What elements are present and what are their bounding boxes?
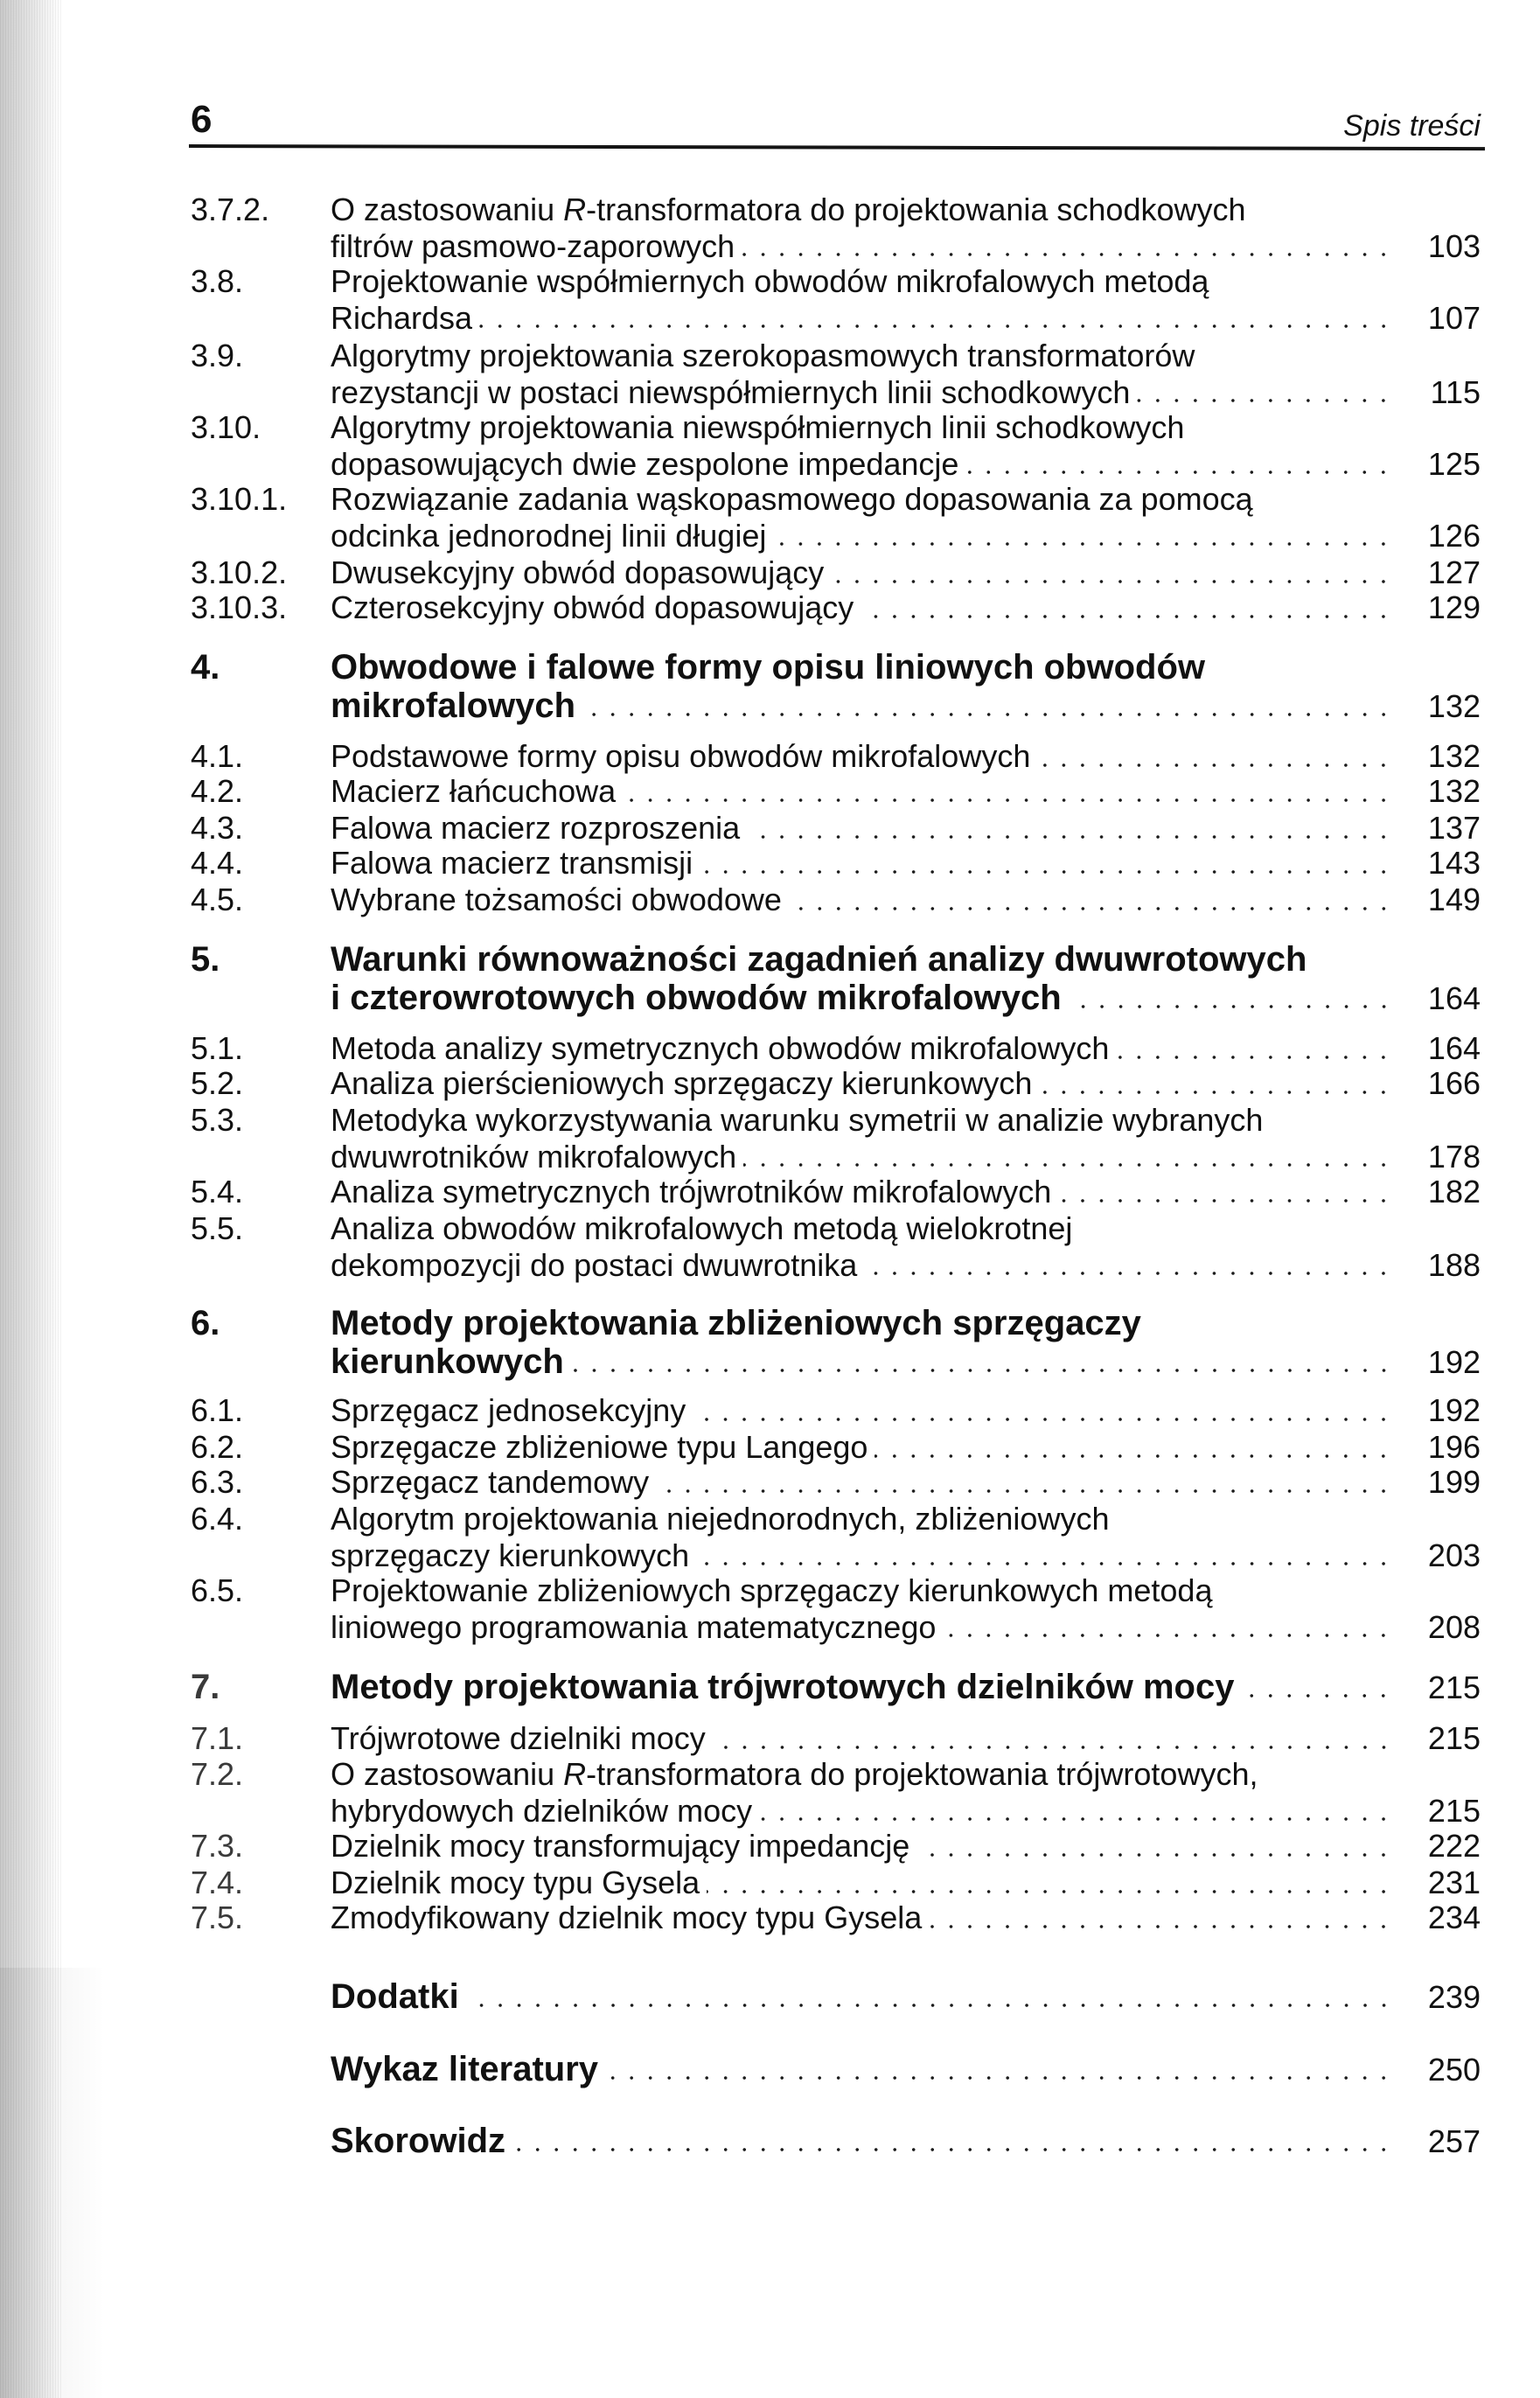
toc-entry-line [331,1572,1481,1609]
toc-entry-title [331,1977,1481,2016]
toc-entry-title [331,1720,1481,1757]
toc-entry-line [331,409,1481,446]
toc-entry-number: 4. [191,648,220,687]
toc-entry-title [331,2050,1481,2088]
toc-entry-line-text: hybrydowych dzielników mocy [331,1792,753,1829]
toc-entry-title [331,882,1481,918]
toc-entry-line-text: i czterowrotowych obwodów mikrofalowych [331,979,1062,1017]
toc-entry-line-text: filtrów pasmowo-zaporowych [331,227,735,264]
toc-entry-line-text: Sprzęgacze zbliżeniowe typu Langego [331,1429,868,1465]
toc-entry-line-text: Algorytmy projektowania szerokopasmowych transformatorów [331,338,1195,373]
dot-leader [929,1900,1393,1936]
dot-leader [1069,979,1393,1017]
toc-entry-number: 7.2. [191,1756,244,1792]
toc-entry-line [331,481,1481,518]
dot-leader [864,1247,1393,1284]
toc-entry-line [331,1065,1481,1102]
toc-entry-page-number: 234 [1427,1900,1481,1935]
toc-entry-number: 6.2. [191,1429,244,1465]
toc-entry-line [331,1102,1481,1139]
toc-entry-title [331,845,1481,882]
toc-entry-page-number: 132 [1427,688,1481,724]
toc-entry-page-number: 164 [1427,1030,1481,1066]
toc-entry-page-number: 125 [1427,445,1481,482]
toc-entry-line-text: Sprzęgacz tandemowy [331,1464,650,1500]
dot-leader [1137,374,1393,411]
toc-entry-line-text: Macierz łańcuchowa [331,773,617,809]
toc-entry-number: 5.5. [191,1210,244,1246]
toc-entry-title [331,409,1481,482]
toc-entry-line [331,845,1481,882]
toc-entry-line-text: dekompozycji do postaci dwuwrotnika [331,1246,858,1283]
dot-leader [747,810,1393,847]
toc-entry-line-text: liniowego programowania matematycznego [331,1608,937,1645]
toc-entry-line [331,1030,1481,1067]
toc-entry-line-text: Dwusekcyjny obwód dopasowujący [331,554,825,590]
toc-entry-line [331,1609,1481,1646]
toc-entry-line [331,1977,1481,2016]
dot-leader [916,1828,1393,1865]
toc-entry-line-text: Zmodyfikowany dzielnik mocy typu Gysela [331,1900,923,1935]
toc-entry-page-number: 199 [1427,1464,1481,1500]
toc-entry-line-text: Trójwrotowe dzielniki mocy [331,1720,706,1756]
dot-leader [693,1392,1393,1429]
toc-entry-page-number: 126 [1427,517,1481,554]
toc-entry-page-number: 115 [1430,373,1481,410]
toc-entry-line-text: Algorytmy projektowania niewspółmiernych linii schodkowych [331,409,1185,445]
toc-entry-number: 3.7.2. [191,192,270,227]
toc-entry-page-number: 132 [1427,738,1481,774]
toc-entry-page-number: 231 [1427,1865,1481,1900]
toc-entry-number: 6.3. [191,1464,244,1500]
dot-leader [965,446,1393,483]
toc-entry-page-number: 149 [1427,882,1481,917]
toc-entry-line [331,773,1481,810]
toc-entry-line-text: Analiza symetrycznych trójwrotników mikrofalowych [331,1174,1052,1209]
toc-entry-number: 5.4. [191,1174,244,1209]
toc-entry-page-number: 166 [1427,1065,1481,1101]
toc-entry-page-number: 129 [1427,589,1481,625]
toc-entry-title [331,1102,1481,1175]
toc-entry-line [331,1342,1481,1381]
dot-leader [1241,1668,1393,1706]
toc-entry-line [331,1501,1481,1537]
toc-entry-title [331,589,1481,626]
toc-entry-title [331,1392,1481,1429]
dot-leader [773,518,1393,554]
toc-entry-page-number: 192 [1427,1392,1481,1428]
toc-entry-number: 3.10.3. [191,589,288,625]
toc-entry-title [331,263,1481,336]
toc-entry-title [331,648,1481,725]
dot-leader [789,882,1393,918]
toc-entry-number: 4.4. [191,845,244,881]
toc-entry-title [331,1174,1481,1210]
toc-entry-line [331,940,1481,979]
toc-entry-number: 3.8. [191,263,244,299]
toc-entry-number: 3.10.2. [191,554,288,590]
toc-entry-number: 7.4. [191,1865,244,1900]
toc-entry-line [331,810,1481,847]
toc-entry-line [331,518,1481,554]
toc-entry-line-text: dwuwrotników mikrofalowych [331,1138,737,1175]
toc-entry-number: 3.10.1. [191,481,288,517]
toc-entry-page-number: 192 [1427,1344,1481,1380]
toc-entry-line-text: Dodatki [331,1977,459,2016]
toc-entry-title [331,1304,1481,1381]
toc-entry-title [331,1900,1481,1936]
toc-entry-line [331,1139,1481,1175]
dot-leader [831,554,1393,591]
toc-entry-title [331,338,1481,410]
toc-entry-title [331,192,1481,264]
toc-entry-line [331,374,1481,411]
toc-entry-line-text: Dzielnik mocy typu Gysela [331,1865,700,1900]
toc-entry-line [331,228,1481,265]
toc-entry-line-text: dopasowujących dwie zespolone impedancje [331,445,959,482]
toc-entry-number: 4.2. [191,773,244,809]
toc-entry-line [331,1865,1481,1901]
dot-leader [875,1429,1393,1466]
toc-entry-line-text: Algorytm projektowania niejednorodnych, zbliżeniowych [331,1501,1110,1537]
toc-entry-title [331,738,1481,775]
toc-entry-title [331,1865,1481,1901]
dot-leader [700,845,1393,882]
toc-entry-line [331,1429,1481,1466]
dot-leader [696,1537,1393,1574]
toc-entry-title [331,1464,1481,1501]
toc-entry-line [331,554,1481,591]
toc-entry-line [331,1756,1481,1793]
toc-entry-line [331,192,1481,228]
toc-entry-line [331,263,1481,300]
toc-entry-line-text: O zastosowaniu R-transformatora do projektowania schodkowych [331,192,1246,227]
toc-entry-line-text: Metoda analizy symetrycznych obwodów mikrofalowych [331,1030,1110,1066]
toc-entry-page-number: 196 [1427,1429,1481,1465]
dot-leader [1039,1065,1393,1102]
toc-entry-page-number: 127 [1427,554,1481,590]
toc-entry-line-text: O zastosowaniu R-transformatora do projektowania trójwrotowych, [331,1756,1258,1792]
toc-entry-page-number: 257 [1427,2123,1481,2159]
toc-entry-title [331,2122,1481,2160]
toc-entry-line [331,979,1481,1017]
toc-entry-line [331,687,1481,725]
toc-entry-title [331,1668,1481,1706]
toc-entry-line-text: Analiza obwodów mikrofalowych metodą wielokrotnej [331,1210,1073,1246]
toc-entry-line-text: Sprzęgacz jednosekcyjny [331,1392,686,1428]
dot-leader [571,1342,1393,1381]
toc-entry-number: 7. [191,1668,220,1706]
toc-entry-number: 7.3. [191,1828,244,1864]
toc-entry-title [331,554,1481,591]
toc-entry-title [331,481,1481,554]
toc-entry-page-number: 132 [1427,773,1481,809]
toc-entry-page-number: 203 [1427,1537,1481,1573]
toc-entry-number: 3.9. [191,338,244,373]
toc-entry-line-text: odcinka jednorodnej linii długiej [331,517,767,554]
toc-entry-number: 5.1. [191,1030,244,1066]
toc-entry-title [331,1429,1481,1466]
dot-leader [713,1720,1393,1757]
toc-entry-line [331,1392,1481,1429]
toc-entry-page-number: 107 [1427,299,1481,336]
toc-entry-title [331,1828,1481,1865]
toc-entry-line-text: sprzęgaczy kierunkowych [331,1537,690,1573]
toc-entry-page-number: 250 [1427,2052,1481,2088]
toc-entry-number: 4.5. [191,882,244,917]
toc-entry-page-number: 137 [1427,810,1481,846]
toc-entry-line [331,1537,1481,1574]
toc-entry-line-text: Metodyka wykorzystywania warunku symetrii w analizie wybranych [331,1102,1264,1138]
toc-entry-page-number: 215 [1427,1670,1481,1705]
dot-leader [1058,1174,1393,1210]
toc-entry-title [331,773,1481,810]
dot-leader [743,1139,1393,1175]
toc-entry-page-number: 178 [1427,1138,1481,1175]
running-head-section-title: Spis treści [1343,109,1481,143]
toc-entry-line [331,1828,1481,1865]
toc-entry-title [331,1572,1481,1645]
toc-entry-line [331,2122,1481,2160]
toc-entry-line [331,1210,1481,1247]
toc-entry-title [331,1065,1481,1102]
toc-entry-line [331,589,1481,626]
toc-entry-line [331,1793,1481,1830]
toc-entry-line-text: Projektowanie zbliżeniowych sprzęgaczy kierunkowych metodą [331,1572,1213,1608]
toc-entry-line [331,446,1481,483]
toc-entry-title [331,810,1481,847]
toc-entry-line-text: Analiza pierścieniowych sprzęgaczy kierunkowych [331,1065,1033,1101]
toc-entry-line [331,338,1481,374]
dot-leader [943,1609,1393,1646]
toc-entry-line-text: Obwodowe i falowe formy opisu liniowych obwodów [331,648,1206,687]
toc-entry-line [331,1304,1481,1342]
toc-entry-number: 6.5. [191,1572,244,1608]
toc-entry-line-text: Falowa macierz transmisji [331,845,693,881]
dot-leader [707,1865,1393,1901]
toc-entry-number: 7.5. [191,1900,244,1935]
toc-entry-number: 5.2. [191,1065,244,1101]
dot-leader [742,228,1393,265]
toc-entry-line [331,882,1481,918]
toc-entry-line [331,1174,1481,1210]
toc-entry-page-number: 182 [1427,1174,1481,1209]
toc-entry-line [331,300,1481,337]
toc-entry-number: 6.1. [191,1392,244,1428]
toc-entry-line-text: Dzielnik mocy transformujący impedancję [331,1828,910,1864]
toc-entry-line-text: Richardsa [331,299,473,336]
dot-leader [582,687,1393,725]
dot-leader [605,2050,1393,2088]
toc-entry-page-number: 215 [1427,1720,1481,1756]
toc-entry-title [331,1501,1481,1573]
toc-entry-line-text: Metody projektowania trójwrotowych dzielników mocy [331,1668,1235,1706]
toc-entry-line-text: mikrofalowych [331,687,576,725]
toc-entry-number: 5.3. [191,1102,244,1138]
toc-entry-page-number: 215 [1427,1792,1481,1829]
dot-leader [861,589,1393,626]
toc-entry-line-text: Wykaz literatury [331,2050,599,2088]
toc-entry-line-text: rezystancji w postaci niewspółmiernych linii schodkowych [331,373,1131,410]
toc-entry-line [331,2050,1481,2088]
toc-entry-title [331,1210,1481,1283]
toc-entry-line-text: Rozwiązanie zadania wąskopasmowego dopasowania za pomocą [331,481,1253,517]
toc-entry-page-number: 239 [1427,1979,1481,2015]
toc-entry-line-text: Falowa macierz rozproszenia [331,810,741,846]
dot-leader [1116,1030,1393,1067]
toc-entry-title [331,940,1481,1017]
dot-leader [512,2122,1393,2160]
toc-entry-page-number: 188 [1427,1246,1481,1283]
dot-leader [656,1464,1393,1501]
toc-entry-line [331,1247,1481,1284]
toc-entry-line-text: Metody projektowania zbliżeniowych sprzęgaczy [331,1304,1141,1342]
toc-entry-line [331,1668,1481,1706]
dot-leader [1037,738,1393,775]
toc-entry-line-text: Wybrane tożsamości obwodowe [331,882,782,917]
toc-entry-line-text: kierunkowych [331,1342,564,1381]
running-head-page-number: 6 [191,98,213,141]
toc-entry-number: 3.10. [191,409,261,445]
toc-entry-title [331,1030,1481,1067]
dot-leader [466,1977,1393,2016]
toc-entry-line-text: Podstawowe formy opisu obwodów mikrofalowych [331,738,1031,774]
toc-entry-number: 5. [191,940,220,979]
toc-entry-page-number: 208 [1427,1608,1481,1645]
dot-leader [623,773,1393,810]
toc-entry-line [331,1464,1481,1501]
toc-entry-line [331,1720,1481,1757]
toc-entry-line-text: Czterosekcyjny obwód dopasowujący [331,589,854,625]
toc-entry-line [331,648,1481,687]
toc-entry-number: 7.1. [191,1720,244,1756]
toc-entry-title [331,1756,1481,1829]
toc-entry-line [331,1900,1481,1936]
toc-entry-line-text: Warunki równoważności zagadnień analizy dwuwrotowych [331,940,1307,979]
toc-entry-page-number: 222 [1427,1828,1481,1864]
dot-leader [479,300,1393,337]
toc-entry-number: 6. [191,1304,220,1342]
toc-entry-number: 6.4. [191,1501,244,1537]
toc-entry-line-text: Projektowanie współmiernych obwodów mikrofalowych metodą [331,263,1209,299]
toc-entry-page-number: 103 [1427,227,1481,264]
toc-entry-number: 4.3. [191,810,244,846]
toc-entry-page-number: 164 [1427,980,1481,1016]
toc-entry-line [331,738,1481,775]
toc-entry-line-text: Skorowidz [331,2122,506,2160]
toc-entry-page-number: 143 [1427,845,1481,881]
toc-entry-number: 4.1. [191,738,244,774]
dot-leader [759,1793,1393,1830]
